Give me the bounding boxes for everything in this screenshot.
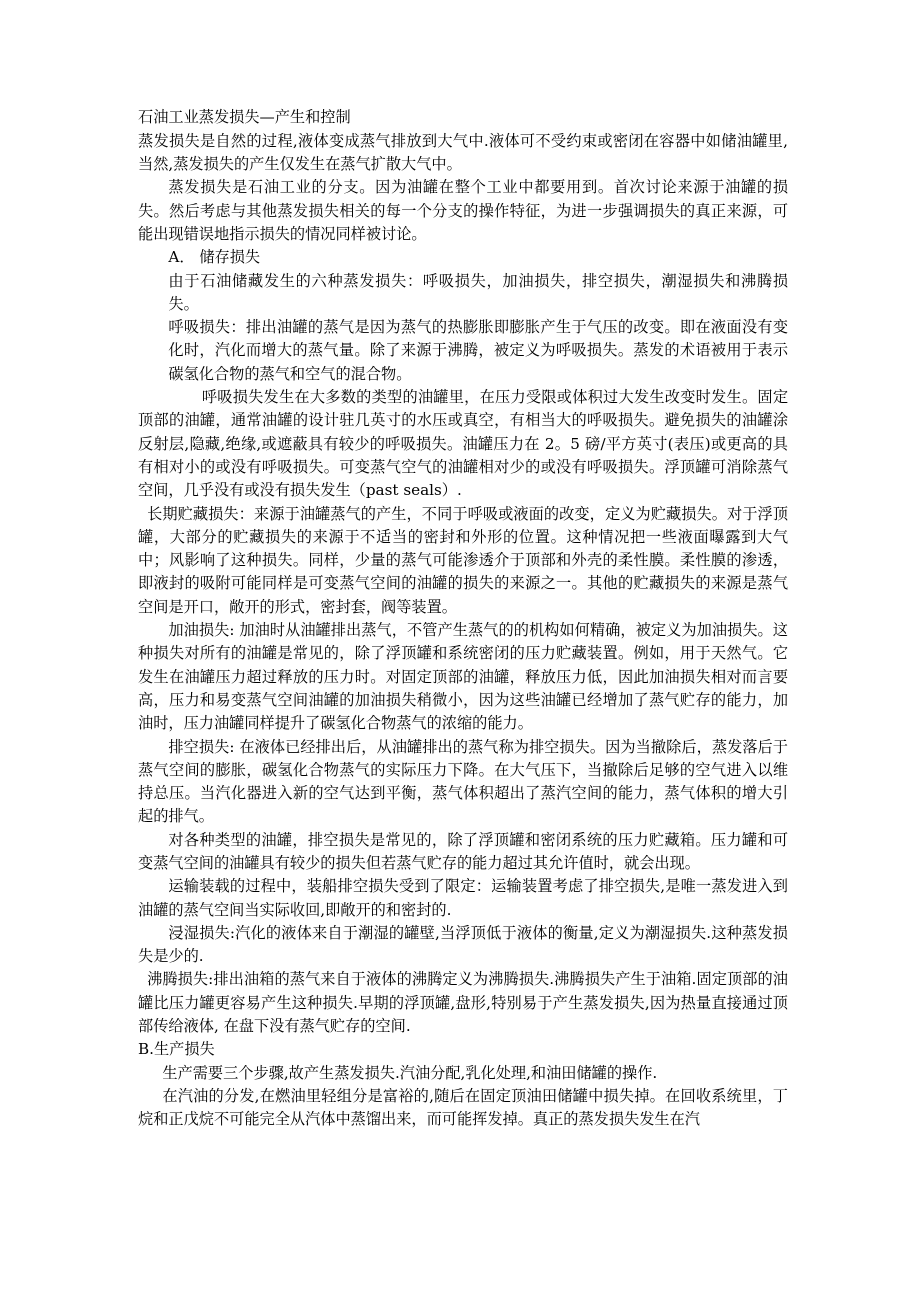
paragraph-emptying-loss: 排空损失: 在液体已经排出后，从油罐排出的蒸气称为排空损失。因为当撤除后，蒸发落后于蒸气空间的膨胀，碳氢化合物蒸气的实际压力下降。在大气压下，当撤除后足够的空气进入以维持总压。当汽化器进入新的空气达到平衡，蒸气体积超出了蒸汽空间的能力，蒸气体积的增大引起的排气。 xyxy=(138,737,788,826)
paragraph-breathing-definition-text: 呼吸损失：排出油罐的蒸气是因为蒸气的热膨胀即膨胀产生于气压的改变。即在液面没有变化时，汽化而增大的蒸气量。除了来源于沸腾，被定义为呼吸损失。蒸发的术语被用于表示碳氢化合物的蒸气和空气的混合物。 xyxy=(168,318,788,383)
paragraph-boiling-loss: 沸腾损失:排出油箱的蒸气来自于液体的沸腾定义为沸腾损失.沸腾损失产生于油箱.固定顶部的油罐比压力罐更容易产生这种损失.早期的浮顶罐,盘形,特别易于产生蒸发损失,因为热量直接通过顶部传给液体, 在盘下没有蒸气贮存的空间. xyxy=(138,970,788,1036)
paragraph-intro: 蒸发损失是自然的过程,液体变成蒸气排放到大气中.液体可不受约束或密闭在容器中如储油罐里,当然,蒸发损失的产生仅发生在蒸气扩散大气中。 xyxy=(138,131,788,174)
paragraph-six-losses-text: 由于石油储藏发生的六种蒸发损失：呼吸损失，加油损失，排空损失，潮湿损失和沸腾损失。 xyxy=(168,271,788,313)
paragraph-long-storage: 长期贮藏损失：来源于油罐蒸气的产生，不同于呼吸或液面的改变，定义为贮藏损失。对于浮顶罐，大部分的贮藏损失的来源于不适当的密封和外形的位置。这种情况把一些液面曝露到大气中；风影响了这种损失。同样，少量的蒸气可能渗透介于顶部和外壳的柔性膜。柔性膜的渗透，即液封的吸附可能同样是可变蒸气空间的油罐的损失的来源之一。其他的贮藏损失的来源是蒸气空间是开口，敞开的形式，密封套，阀等装置。 xyxy=(138,504,788,616)
document-title: 石油工业蒸发损失—产生和控制 xyxy=(138,108,351,126)
paragraph-production-steps: 生产需要三个步骤,故产生蒸发损失.汽油分配,乳化处理,和油田储罐的操作. xyxy=(162,1063,658,1082)
paragraph-industry: 蒸发损失是石油工业的分支。因为油罐在整个工业中都要用到。首次讨论来源于油罐的损失。然后考虑与其他蒸发损失相关的每一个分支的操作特征，为进一步强调损失的真正来源，可能出现错误地指示损失的情况同样被讨论。 xyxy=(138,178,788,243)
paragraph-gasoline-distribution: 在汽油的分发,在燃油里轻组分是富裕的,随后在固定顶油田储罐中损失掉。在回收系统里，丁烷和正戊烷不可能完全从汽体中蒸馏出来，而可能挥发掉。真正的蒸发损失发生在汽 xyxy=(138,1086,788,1129)
paragraph-breathing-types: 呼吸损失发生在大多数的类型的油罐里，在压力受限或体积过大发生改变时发生。固定顶部的油罐，通常油罐的设计驻几英寸的水压或真空，有相当大的呼吸损失。避免损失的油罐涂反射层,隐藏,绝缘,或遮蔽具有较少的呼吸损失。油罐压力在 2。5 磅/平方英寸(表压)或更高的具有相对小的或没有呼吸损失。可变蒸气空气的油罐相对少的或没有呼吸损失。浮顶罐可消除蒸气空间，几乎没有或没有损失发生（past seals）. xyxy=(138,388,788,500)
section-heading-production: B.生产损失 xyxy=(138,1040,215,1059)
paragraph-wetting-loss: 浸湿损失:汽化的液体来自于潮湿的罐壁,当浮顶低于液体的衡量,定义为潮湿损失.这种蒸发损失是少的. xyxy=(138,923,788,966)
paragraph-emptying-common: 对各种类型的油罐，排空损失是常见的，除了浮顶罐和密闭系统的压力贮藏箱。压力罐和可变蒸气空间的油罐具有较少的损失但若蒸气贮存的能力超过其允许值时，就会出现。 xyxy=(138,830,788,872)
document-page xyxy=(138,106,788,1132)
paragraph-breathing-definition xyxy=(138,316,788,386)
paragraph-filling-loss: 加油损失: 加油时从油罐排出蒸气，不管产生蒸气的的机构如何精确，被定义为加油损失。这种损失对所有的油罐是常见的，除了浮顶罐和系统密闭的压力贮藏装置。例如，用于天然气。它发生在油罐压力超过释放的压力时。对固定顶部的油罐，释放压力低，因此加油损失相对而言要高，压力和易变蒸气空间油罐的加油损失稍微小，因为这些油罐已经增加了蒸气贮存的能力，加油时，压力油罐同样提升了碳氢化合物蒸气的浓缩的能力。 xyxy=(138,621,788,733)
paragraph-transport-loading: 运输装载的过程中，装船排空损失受到了限定：运输装置考虑了排空损失,是唯一蒸发进入到油罐的蒸气空间当实际收回,即敞开的和密封的. xyxy=(138,877,788,919)
paragraph-six-losses xyxy=(138,270,788,317)
section-heading-storage: A． 储存损失 xyxy=(168,248,261,267)
